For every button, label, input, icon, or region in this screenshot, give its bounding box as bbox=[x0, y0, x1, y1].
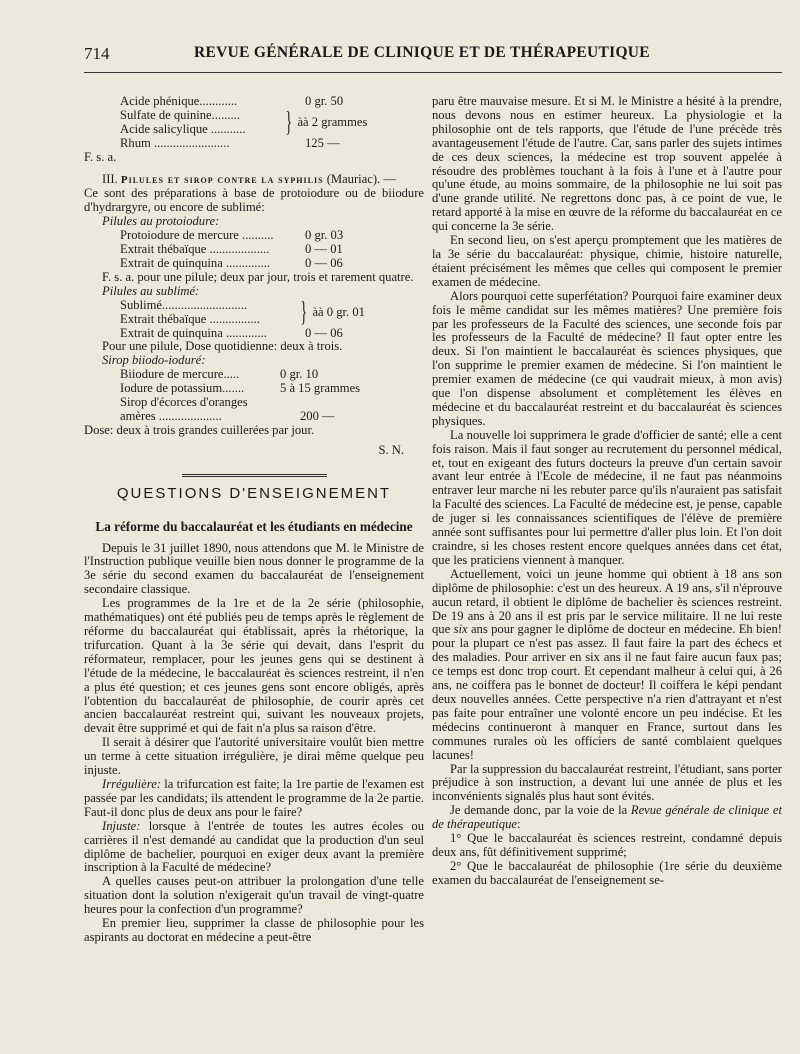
paragraph: Il serait à désirer que l'autorité universitaire voulût bien mettre un terme à cette situation irrégulière, je dirai même quelque peu injuste. bbox=[84, 735, 424, 778]
page-header bbox=[84, 44, 784, 68]
paragraph: Injuste: lorsque à l'entrée de toutes les autres écoles ou carrières il n'est demandé au candidat que la production d'un seul diplôme de bachelier, pourquoi en exiger deux avant la première inscription à la Faculté de médecine? bbox=[84, 818, 424, 875]
paragraph: 2° Que le baccalauréat de philosophie (1re série du deuxième examen du baccalauréat de l'enseignement se- bbox=[432, 858, 782, 887]
running-title: REVUE GÉNÉRALE DE CLINIQUE ET DE THÉRAPEUTIQUE bbox=[194, 44, 650, 61]
recipe-line: Protoiodure de mercure .......... 0 gr. 03 bbox=[120, 228, 344, 243]
paragraph: Ce sont des préparations à base de protoiodure ou de biiodure d'hydrargyre, ou encore de sublimé: bbox=[84, 186, 424, 215]
recipe-line: Sirop d'écorces d'oranges bbox=[120, 395, 248, 410]
paragraph: Je demande donc, par la voie de la Revue générale de clinique et de thérapeutique: bbox=[432, 803, 782, 832]
recipe-line: Rhum ........................ 125 — bbox=[120, 135, 340, 150]
recipe-line: Iodure de potassium....... 5 à 15 grammes bbox=[120, 381, 361, 396]
recipe-line: Extrait de quinquina ............. 0 — 06 bbox=[120, 325, 343, 340]
section-heading: III. Pilules et sirop contre la syphilis (Mauriac). — bbox=[102, 171, 396, 186]
paragraph: Depuis le 31 juillet 1890, nous attendons que M. le Ministre de l'Instruction publique veuille bien nous donner le programme de la 3e série du second examen du baccalauréat de l'enseignement secondaire classique. bbox=[84, 540, 424, 597]
article-title: La réforme du baccalauréat et les étudiants en médecine bbox=[95, 518, 413, 534]
paragraph: Irrégulière: la trifurcation est faite; la 1re partie de l'examen est passée par les candidats; ils attendent le programme de la 2e partie. Faut-il donc plus de deux ans pour le faire? bbox=[84, 776, 424, 819]
recipe-brace-group: Sublimé........................... Extrait thébaïque ................ } àà 0 gr. 01 bbox=[120, 296, 365, 328]
right-column bbox=[432, 95, 782, 888]
paragraph: 1° Que le baccalauréat ès sciences restreint, condamné depuis deux ans, fût définitivement supprimé; bbox=[432, 831, 782, 859]
subheading: Sirop biiodo-ioduré: bbox=[102, 353, 206, 368]
brace-icon: } bbox=[300, 296, 308, 328]
paragraph: A quelles causes peut-on attribuer la prolongation d'une telle situation dont la solution n'exigerait qu'un travail de vingt-quatre heures pour la confection d'un programme? bbox=[84, 874, 424, 917]
section-divider bbox=[182, 474, 327, 479]
recipe-line: Acide phénique............ 0 gr. 50 bbox=[120, 94, 344, 108]
paragraph: En premier lieu, supprimer la classe de philosophie pour les aspirants au doctorat en médecine a peut-être bbox=[84, 916, 424, 944]
recipe-line: Extrait de quinquina .............. 0 — 06 bbox=[120, 255, 343, 270]
paragraph: Les programmes de la 1re et de la 2e série (philosophie, mathématiques) ont été publiés peu de temps après le règlement de réforme du baccalauréat qui établissait, après la rhétorique, la trifurcation. Quant à la 3e série qui devait, dans l'esprit du réformateur, remplacer, pour les jeunes gens qui se destinent à l'étude de la médecine, le baccalauréat ès sciences restreint, il n'en a plus été question; et ces jeunes gens sont encore obligés, après l'obtention du baccalauréat de philosophie, de courir après cet ancien baccalauréat restreint qui, suivant les nouveaux projets, devait être supprimé et qui de fait n'a plus sa raison d'être. bbox=[84, 596, 424, 736]
subheading: Pilules au sublimé: bbox=[102, 283, 200, 298]
paragraph: Pour une pilule, Dose quotidienne: deux à trois. bbox=[102, 339, 343, 354]
paragraph: Dose: deux à trois grandes cuillerées par jour. bbox=[84, 422, 315, 437]
brace-icon: } bbox=[285, 106, 293, 138]
left-column bbox=[84, 95, 424, 945]
paragraph: La nouvelle loi supprimera le grade d'officier de santé; elle a cent fois raison. Mais il faut songer au recrutement du personnel médical, et, tout en exigeant des futurs docteurs la preuve d'un certain savoir avant leur entrée à l'Ecole de médecine, il ne faut pas néanmoins entraver leur marche ni les rebuter parce qu'ils n'auraient pas satisfait la Faculté des sciences. La Faculté de médecine est, je pense, capable de juger si les connaissances scientifiques de l'élève de première année sont suffisantes pour lui permettre d'aller plus loin. Et l'on doit craindre, si les choses restent encore quelques années dans cet état, que les praticiens viennent à manquer. bbox=[432, 427, 782, 567]
paragraph: Alors pourquoi cette superfétation? Pourquoi faire examiner deux fois le même candidat sur les mêmes matières? Une première fois par les professeurs de la Faculté des sciences, une seconde fois par les professeurs de la Faculté de médecine? Il faut opter entre les deux. Si l'on maintient le baccalauréat ès sciences physiques, que l'on supprime le premier examen de médecine. Si l'on maintient le premier examen de médecine (ce qui vaudrait mieux, à mon avis) que l'on dispense absolument et complètement les élèves en médecine et du baccalauréat restreint et du baccalauréat ès sciences physiques. bbox=[432, 288, 782, 428]
paragraph: En second lieu, on s'est aperçu promptement que les matières de la 3e série du baccalauréat: physique, chimie, histoire naturelle, étaient précisément les mêmes que celles qui composent le premier examen de médecine. bbox=[432, 233, 782, 289]
paragraph: Actuellement, voici un jeune homme qui obtient à 18 ans son diplôme de philosophie: c'est un des heureux. A 19 ans, s'il n'éprouve aucun retard, il obtient le diplôme de bachelier ès sciences restreint. De 19 ans à 20 ans il est pris par le service militaire. Il ne lui reste que six ans pour gagner le diplôme de docteur en médecine. Eh bien! pour la plupart ce n'est pas assez. Il faut faire la part des échecs et des maladies. Pour arriver en six ans il ne faut faire aucun faux pas; ce temps est donc trop court. Et cependant malheur à celui qui, à 26 ans, ne coiffera pas le bonnet de docteur! Il coiffera le képi pendant deux nouvelles années. Cette perspective n'a rien d'attrayant et n'est pas faite pour entraîner une volonté encore un peu indécise. Et les médecins continueront à manquer en France, surtout dans les communes rurales où les officiers de santé comblaient quelques lacunes! bbox=[432, 566, 782, 762]
recipe-line: amères .................... 200 — bbox=[120, 408, 335, 423]
page-number: 714 bbox=[84, 44, 110, 63]
header-rule bbox=[84, 72, 782, 73]
subheading: Pilules au protoiodure: bbox=[102, 214, 220, 229]
signature: S. N. bbox=[378, 442, 404, 457]
recipe-line: Biiodure de mercure..... 0 gr. 10 bbox=[120, 367, 319, 382]
section-title: QUESTIONS D'ENSEIGNEMENT bbox=[116, 484, 392, 502]
paragraph: Par la suppression du baccalauréat restreint, l'étudiant, sans porter préjudice à son instruction, a devant lui une année de plus et les inconvénients signalés plus haut sont évités. bbox=[432, 761, 782, 804]
recipe-line: Extrait thébaïque ................... 0 — 01 bbox=[120, 242, 343, 257]
recipe-brace-group: Sulfate de quinine......... Acide salicylique ........... } àà 2 grammes bbox=[120, 106, 368, 138]
paragraph: paru être mauvaise mesure. Et si M. le Ministre a hésité à la prendre, nous devons nous en estimer heureux. La physiologie et la philosophie ont de tels rapports, que l'étude de l'une précède très avantageusement l'étude de l'autre. Car, sans parler des sujets intimes de ces deux sciences, la médecine est trop souvent appelée à résoudre des problèmes touchant à la fois à l'une et à l'autre pour qu'une étude, au moins sommaire, de la philosophie ne lui soit pas d'une grande utilité. Ne regrettons donc pas, à ce point de vue, le retard apporté à la mise en œuvre de la réforme du baccalauréat en ce qui concerne la 3e série. bbox=[432, 94, 782, 234]
paragraph: F. s. a. pour une pilule; deux par jour, trois et rarement quatre. bbox=[102, 269, 414, 284]
recipe-instruction: F. s. a. bbox=[84, 149, 117, 164]
